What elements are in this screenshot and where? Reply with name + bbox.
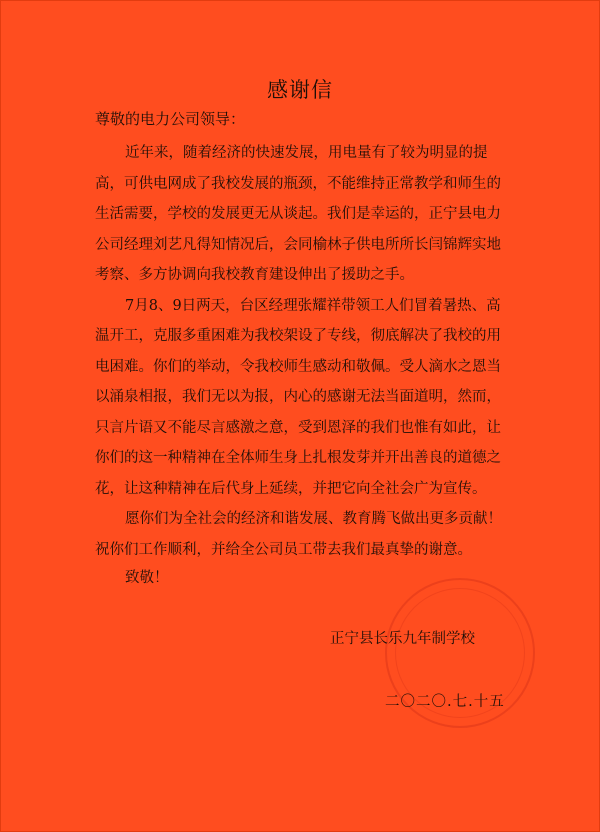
- letter-title: 感谢信: [267, 78, 333, 102]
- letter-salutation: 尊敬的电力公司领导：: [95, 110, 246, 128]
- letter-closing: 致敬！: [125, 570, 169, 586]
- letter-date: 二〇二〇.七.十五: [385, 694, 505, 710]
- letter-paragraph: 愿你们为全社会的经济和谐发展、教育腾飞做出更多贡献！祝你们工作顺利，并给全公司员工带去我们最真挚的谢意。: [95, 511, 502, 558]
- letter-signature: 正宁县长乐九年制学校: [330, 631, 475, 647]
- letter-body: [95, 138, 510, 565]
- letter-paragraph: 近年来，随着经济的快速发展，用电量有了较为明显的提高，可供电网成了我校发展的瓶颈，不能维持正常教学和师生的生活需要，学校的发展更无从谈起。我们是幸运的，正宁县电力公司经理刘艺凡得知情况后，会同榆林子供电所所长闫锦辉实地考察、多方协调向我校教育建设伸出了援助之手。: [95, 145, 501, 283]
- letter-paragraph: 7月8、9日两天，台区经理张耀祥带领工人们冒着暑热、高温开工，克服多重困难为我校架设了专线，彻底解决了我校的用电困难。你们的举动，令我校师生感动和敬佩。受人滴水之恩当以涌泉相报，我们无以为报，内心的感谢无法当面道明，然而，只言片语又不能尽言感激之意，受到恩泽的我们也惟有如此，让你们的这一种精神在全体师生身上扎根发芽并开出善良的道德之花，让这种精神在后代身上延续，并把它向全社会广为宣传。: [95, 297, 501, 497]
